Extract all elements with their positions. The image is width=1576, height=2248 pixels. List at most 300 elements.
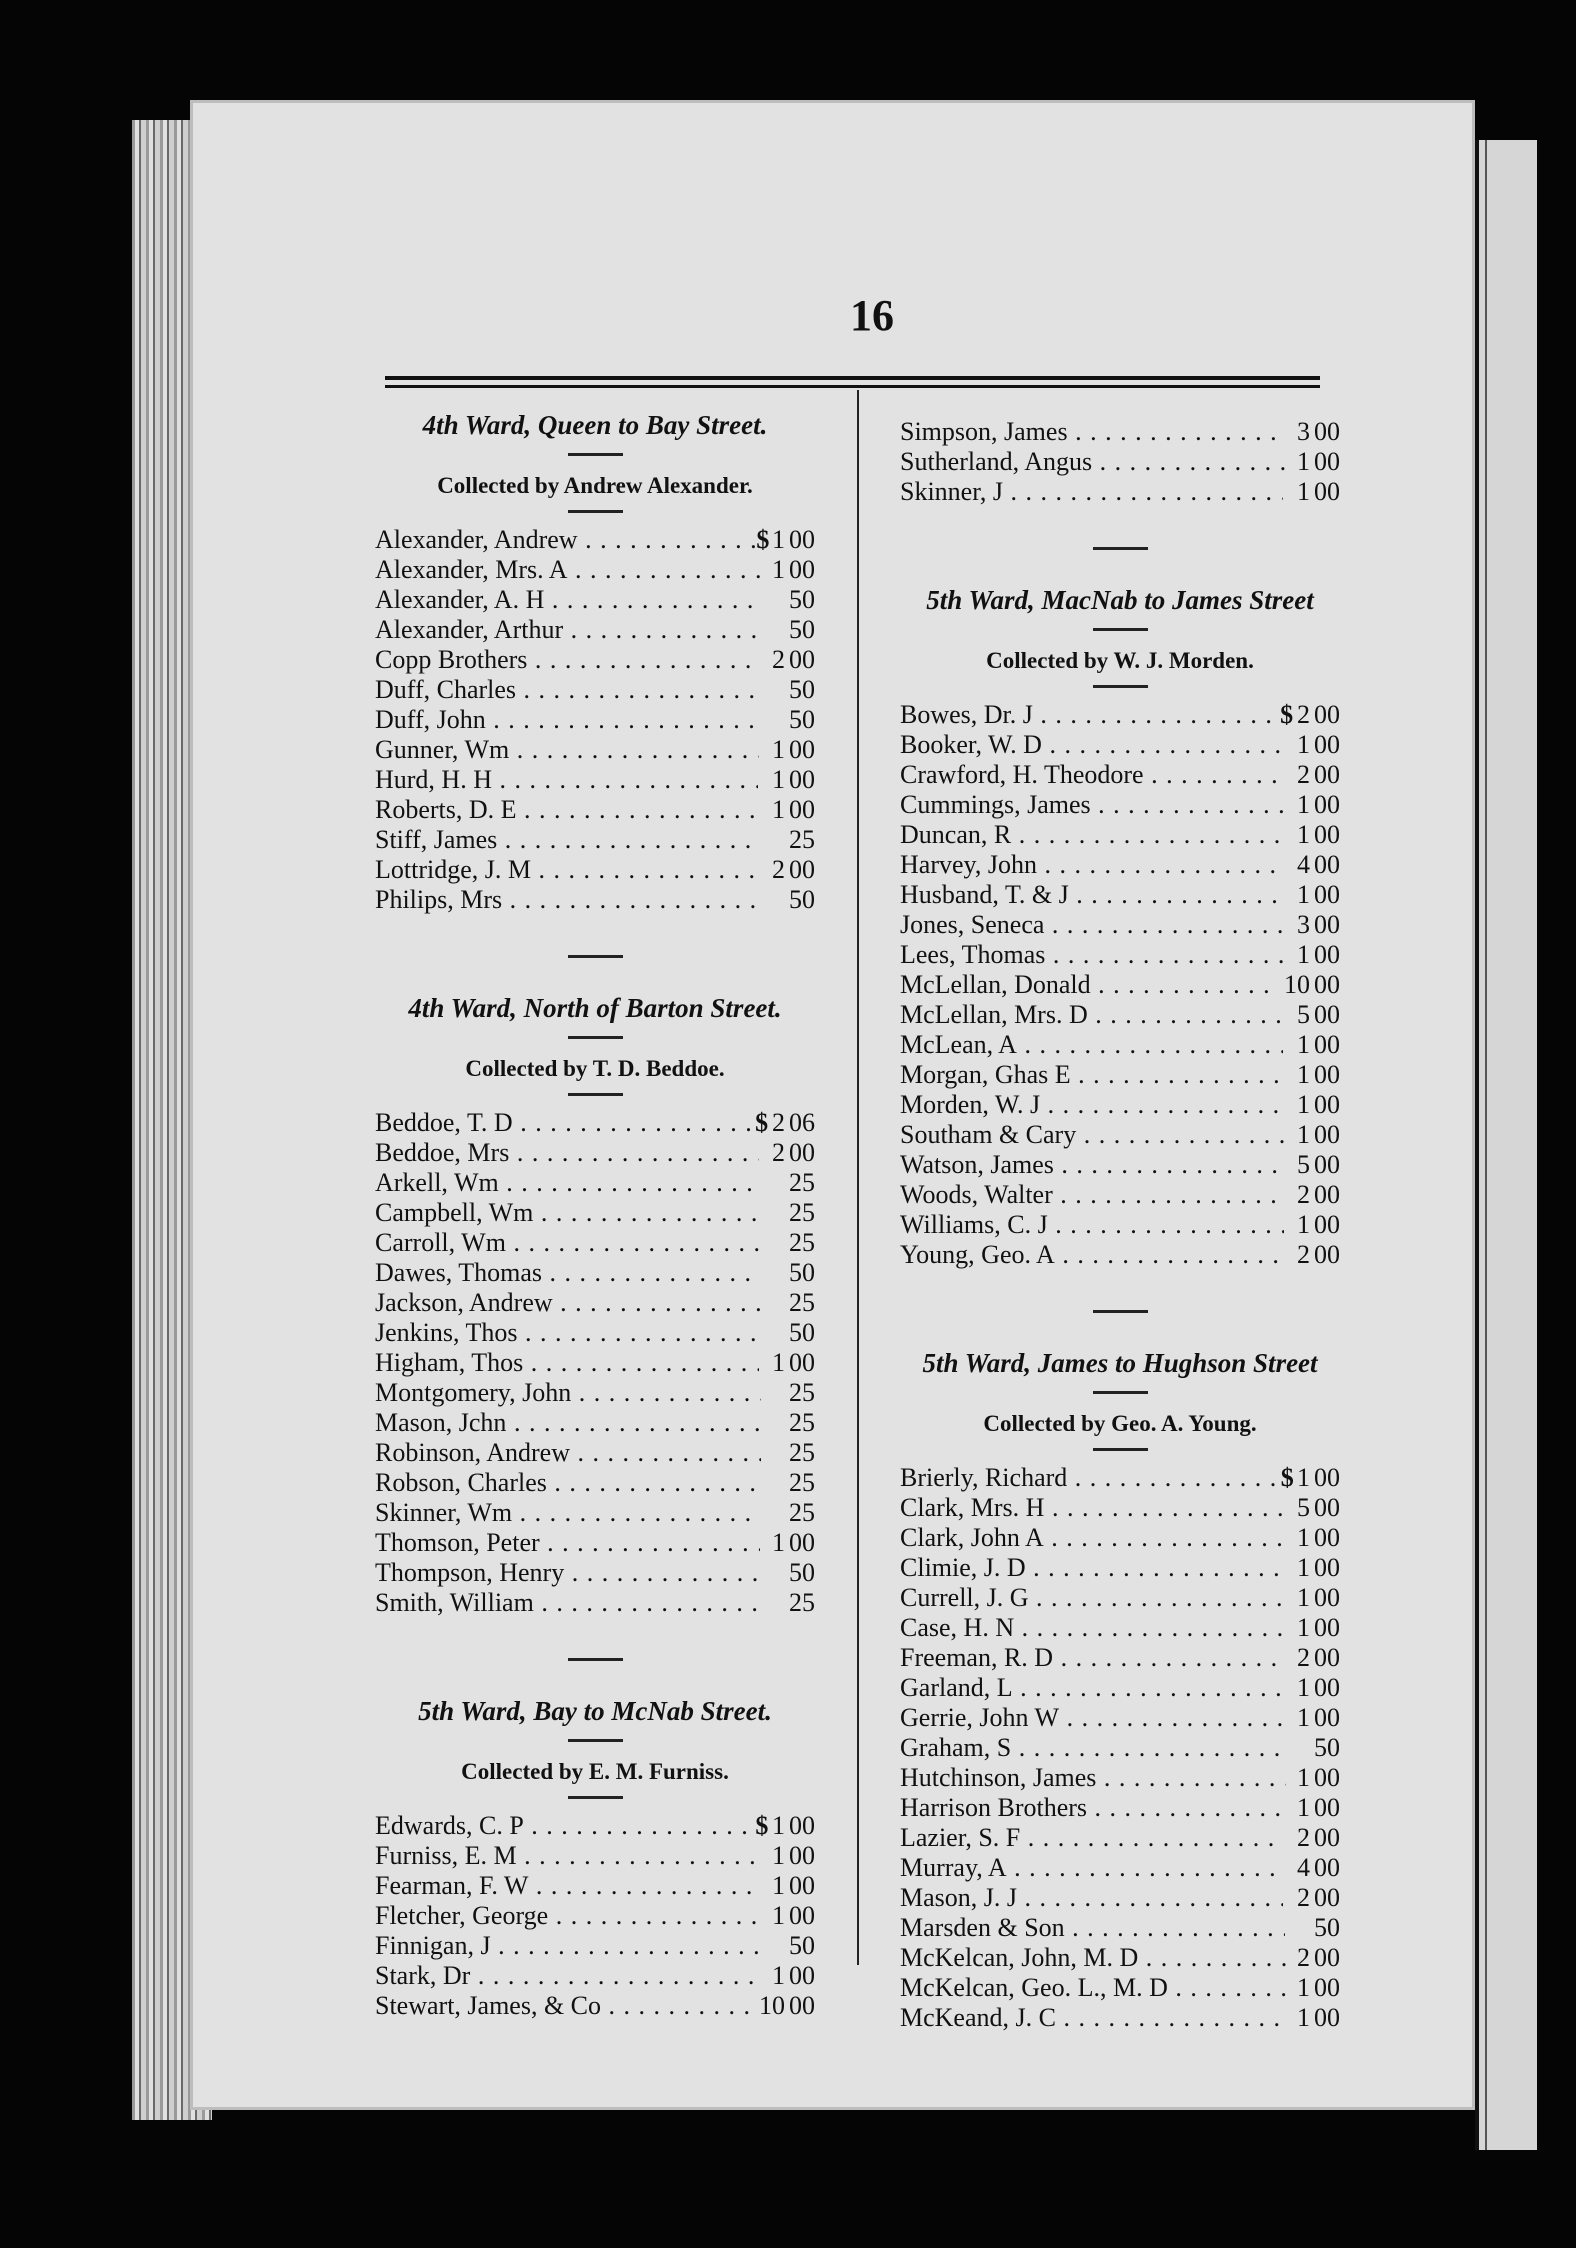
subscriber-name: Morgan, Ghas E . . . [900, 1060, 1285, 1090]
subscriber-row [375, 1931, 815, 1961]
currency-sign: $ [755, 1811, 769, 1840]
collector-line: Collected by W. J. Morden. [986, 648, 1254, 673]
amount-cents: 00 [1314, 730, 1340, 759]
amount-cents: 00 [789, 1871, 815, 1900]
amount-cents: 00 [1314, 880, 1340, 909]
subscriber-name: Higham, Thos . . . [375, 1348, 759, 1378]
subscriber-name: Williams, C. J . . . [900, 1210, 1284, 1240]
amount-cents: 50 [789, 885, 816, 914]
subscriber-row [900, 1733, 1340, 1763]
amount-cents: 00 [1314, 1973, 1340, 2002]
amount-cents: 00 [1314, 447, 1340, 476]
subscriber-name: Alexander, Arthur . . . [375, 615, 761, 645]
subscriber-name: Sutherland, Angus . . . [900, 447, 1286, 477]
amount-dollars: 1 [1297, 1763, 1311, 1792]
title-rule [568, 453, 623, 456]
subscriber-row [900, 1493, 1340, 1523]
amount-cents: 00 [1314, 910, 1341, 939]
subscriber-name: Garland, L . . . [900, 1673, 1283, 1703]
subscriber-name: Alexander, Mrs. A . . . [375, 555, 761, 585]
amount-cents: 00 [1314, 850, 1340, 879]
amount-dollars: 2 [772, 855, 786, 884]
subscriber-name: Gerrie, John W . . . [900, 1703, 1285, 1733]
subscriber-name: Edwards, C. P . . . [375, 1811, 755, 1841]
amount-cents: 00 [789, 1961, 816, 1990]
amount-dollars: 2 [1297, 700, 1310, 729]
amount-dollars: 1 [772, 1811, 785, 1840]
subscriber-name: Brierly, Richard . . . [900, 1463, 1281, 1493]
collector-rule [568, 510, 623, 513]
amount-dollars: 10 [759, 1991, 785, 2020]
amount-dollars: 4 [1297, 850, 1310, 879]
amount-dollars: 1 [772, 765, 785, 794]
subscriber-row [375, 1498, 815, 1528]
amount-cents: 00 [1314, 1463, 1340, 1492]
subscriber-name: Gunner, Wm . . . [375, 735, 759, 765]
amount-cents: 00 [1314, 417, 1340, 446]
subscriber-row [375, 645, 815, 675]
subscriber-name: Arkell, Wm . . . [375, 1168, 759, 1198]
subscriber-row [900, 417, 1340, 447]
amount-dollars: 2 [772, 1108, 785, 1137]
subscriber-row [375, 1528, 815, 1558]
section-separator [568, 955, 623, 958]
subscriber-row [375, 1871, 815, 1901]
amount-cents: 00 [1314, 1703, 1341, 1732]
title-rule [1093, 628, 1148, 631]
amount-dollars: 1 [1297, 1060, 1310, 1089]
subscriber-row [900, 1973, 1340, 2003]
amount-dollars: 1 [1297, 1523, 1310, 1552]
subscriber-row [375, 1108, 815, 1138]
collector-rule [1093, 685, 1148, 688]
facing-page-edge [1475, 140, 1537, 2150]
subscriber-row [900, 850, 1340, 880]
subscriber-row [375, 1811, 815, 1841]
amount-dollars: 1 [1297, 1553, 1311, 1582]
amount-cents: 00 [789, 1138, 816, 1167]
subscriber-row [375, 1198, 815, 1228]
subscriber-list [375, 525, 815, 915]
amount-dollars: 1 [772, 525, 785, 554]
subscriber-name: Furniss, E. M . . . [375, 1841, 759, 1871]
amount-cents: 50 [789, 675, 815, 704]
subscriber-row [900, 1673, 1340, 1703]
subscriber-row [900, 1180, 1340, 1210]
subscriber-row [900, 760, 1340, 790]
amount-cents: 25 [789, 1168, 815, 1197]
amount-cents: 00 [789, 1811, 815, 1840]
subscriber-row [900, 2003, 1340, 2033]
amount-dollars: 2 [1297, 1643, 1310, 1672]
amount-cents: 00 [1314, 477, 1341, 506]
subscriber-name: Lottridge, J. M . . . [375, 855, 760, 885]
amount-cents: 00 [1314, 1823, 1340, 1852]
amount-cents: 00 [789, 765, 815, 794]
subscriber-row [375, 855, 815, 885]
subscriber-name: Clark, Mrs. H . . . [900, 1493, 1284, 1523]
amount-dollars: 1 [1297, 1210, 1310, 1239]
amount-dollars: 5 [1297, 1150, 1310, 1179]
section-separator [1093, 547, 1148, 550]
amount-dollars: 10 [1284, 970, 1310, 999]
amount-cents: 00 [1314, 1000, 1340, 1029]
subscriber-name: Philips, Mrs . . . [375, 885, 759, 915]
subscriber-row [375, 1318, 815, 1348]
amount-cents: 25 [789, 1228, 815, 1257]
subscriber-name: Bowes, Dr. J . . . [900, 700, 1280, 730]
subscriber-row [375, 765, 815, 795]
amount-cents: 00 [1314, 1030, 1340, 1059]
subscriber-name: McKelcan, Geo. L., M. D . . . [900, 1973, 1288, 2003]
amount-dollars: 2 [1297, 1883, 1310, 1912]
collector-line: Collected by E. M. Furniss. [461, 1759, 729, 1784]
subscriber-name: Graham, S . . . [900, 1733, 1283, 1763]
amount-dollars: 1 [1297, 1703, 1311, 1732]
amount-dollars: 2 [1297, 760, 1310, 789]
subscriber-row [900, 447, 1340, 477]
amount-cents: 25 [789, 1378, 815, 1407]
subscriber-row [900, 1463, 1340, 1493]
amount-cents: 00 [1313, 1943, 1340, 1972]
subscriber-name: Young, Geo. A . . . [900, 1240, 1285, 1270]
amount-cents: 50 [1314, 1913, 1340, 1942]
subscriber-row [375, 1841, 815, 1871]
subscriber-row [900, 1240, 1340, 1270]
amount-dollars: 1 [1297, 1463, 1310, 1492]
header-rule [385, 376, 1320, 388]
amount-dollars: 1 [772, 1528, 785, 1557]
subscriber-row [900, 1823, 1340, 1853]
collector-rule [568, 1796, 623, 1799]
title-rule [1093, 1391, 1148, 1394]
subscriber-name: Clark, John A . . . [900, 1523, 1284, 1553]
subscriber-name: Harrison Brothers . . . [900, 1793, 1285, 1823]
subscriber-row [900, 1060, 1340, 1090]
subscriber-name: Hutchinson, James . . . [900, 1763, 1286, 1793]
amount-dollars: 1 [771, 1901, 785, 1930]
subscriber-row [375, 1408, 815, 1438]
subscriber-row [900, 1210, 1340, 1240]
subscriber-list [375, 1108, 815, 1618]
subscriber-row [900, 700, 1340, 730]
subscriber-name: Robinson, Andrew . . . [375, 1438, 761, 1468]
subscriber-row [375, 1438, 815, 1468]
amount-cents: 00 [1314, 1613, 1340, 1642]
title-rule [568, 1739, 623, 1742]
amount-dollars: 1 [1297, 477, 1311, 506]
subscriber-name: Fletcher, George . . . [375, 1901, 760, 1931]
subscriber-name: Skinner, Wm . . . [375, 1498, 759, 1528]
subscriber-name: McKeand, J. C . . . [900, 2003, 1285, 2033]
amount-cents: 00 [1314, 1150, 1340, 1179]
amount-cents: 25 [789, 1438, 815, 1467]
amount-dollars: 1 [772, 1348, 786, 1377]
currency-sign: $ [1280, 1463, 1294, 1492]
subscriber-name: Lazier, S. F . . . [900, 1823, 1283, 1853]
amount-dollars: 3 [1297, 417, 1310, 446]
amount-dollars: 5 [1297, 1493, 1311, 1522]
subscriber-row [375, 885, 815, 915]
amount-cents: 00 [789, 1528, 815, 1557]
amount-cents: 25 [789, 1408, 816, 1437]
section-title: 4th Ward, North of Barton Street. [408, 993, 782, 1023]
subscriber-row [900, 1703, 1340, 1733]
amount-dollars: 1 [1297, 880, 1310, 909]
subscriber-name: Thomson, Peter . . . [375, 1528, 760, 1558]
amount-dollars: 1 [1297, 1613, 1310, 1642]
section-title: 5th Ward, Bay to McNab Street. [418, 1696, 772, 1726]
subscriber-row [900, 1853, 1340, 1883]
amount-cents: 00 [788, 1841, 815, 1870]
page-number: 16 [850, 291, 894, 340]
subscriber-row [900, 970, 1340, 1000]
subscriber-name: Jenkins, Thos . . . [375, 1318, 759, 1348]
subscriber-row [375, 1961, 815, 1991]
amount-cents: 00 [1314, 1793, 1341, 1822]
subscriber-row [900, 880, 1340, 910]
subscriber-row [900, 1913, 1340, 1943]
amount-cents: 25 [789, 1198, 815, 1227]
subscriber-name: Skinner, J . . . [900, 477, 1283, 507]
subscriber-name: Crawford, H. Theodore . . . [900, 760, 1287, 790]
amount-cents: 50 [789, 615, 815, 644]
amount-cents: 00 [789, 795, 815, 824]
subscriber-name: Lees, Thomas . . . [900, 940, 1284, 970]
collector-rule [1093, 1448, 1148, 1451]
amount-dollars: 1 [772, 1961, 786, 1990]
subscriber-row [375, 1258, 815, 1288]
amount-dollars: 3 [1297, 910, 1311, 939]
amount-dollars: 1 [1297, 730, 1310, 759]
amount-cents: 00 [1314, 1553, 1341, 1582]
subscriber-row [375, 585, 815, 615]
column-divider [857, 390, 859, 1965]
amount-dollars: 1 [1297, 1793, 1311, 1822]
amount-cents: 00 [1314, 1493, 1341, 1522]
collector-rule [568, 1093, 623, 1096]
collector-line: Collected by T. D. Beddoe. [465, 1056, 725, 1081]
subscriber-name: Freeman, R. D . . . [900, 1643, 1284, 1673]
subscriber-name: Jones, Seneca . . . [900, 910, 1284, 940]
amount-dollars: 1 [1297, 940, 1310, 969]
subscriber-row [375, 1348, 815, 1378]
amount-dollars: 1 [1297, 1583, 1311, 1612]
subscriber-row [900, 1523, 1340, 1553]
amount-cents: 00 [789, 525, 815, 554]
subscriber-name: Currell, J. G . . . [900, 1583, 1284, 1613]
amount-cents: 00 [1314, 2003, 1341, 2032]
amount-cents: 50 [789, 585, 815, 614]
collector-line: Collected by Geo. A. Young. [983, 1411, 1257, 1436]
subscriber-name: Stewart, James, & Co . . . [375, 1991, 751, 2021]
amount-dollars: 2 [1297, 1180, 1310, 1209]
subscriber-name: Beddoe, T. D . . . [375, 1108, 755, 1138]
subscriber-row [900, 1883, 1340, 1913]
subscriber-row [900, 477, 1340, 507]
subscriber-name: Booker, W. D . . . [900, 730, 1284, 760]
amount-cents: 00 [789, 645, 815, 674]
subscriber-row [375, 615, 815, 645]
subscriber-list [900, 700, 1340, 1270]
amount-dollars: 1 [1296, 790, 1310, 819]
subscriber-row [375, 825, 815, 855]
amount-cents: 00 [1314, 970, 1340, 999]
subscriber-name: Watson, James . . . [900, 1150, 1285, 1180]
subscriber-list [900, 1463, 1340, 2033]
subscriber-name: Smith, William . . . [375, 1588, 760, 1618]
subscriber-row [900, 1613, 1340, 1643]
subscriber-name: Duff, John . . . [375, 705, 758, 735]
amount-dollars: 5 [1297, 1000, 1310, 1029]
amount-cents: 25 [789, 1288, 815, 1317]
amount-dollars: 1 [772, 795, 785, 824]
subscriber-row [375, 705, 815, 735]
subscriber-row [900, 1090, 1340, 1120]
collector-line: Collected by Andrew Alexander. [437, 473, 753, 498]
subscriber-row [900, 1583, 1340, 1613]
subscriber-row [375, 555, 815, 585]
subscriber-row [375, 675, 815, 705]
section-title: 5th Ward, James to Hughson Street [922, 1348, 1318, 1378]
amount-cents: 00 [789, 735, 815, 764]
amount-cents: 00 [1314, 1180, 1340, 1209]
subscriber-name: Hurd, H. H . . . [375, 765, 758, 795]
amount-cents: 00 [1314, 1643, 1340, 1672]
subscriber-name: Case, H. N . . . [900, 1613, 1283, 1643]
subscriber-name: Mason, Jchn . . . [375, 1408, 759, 1438]
amount-cents: 00 [1314, 1853, 1340, 1882]
amount-cents: 25 [789, 1588, 815, 1617]
subscriber-name: Carroll, Wm . . . [375, 1228, 759, 1258]
subscriber-name: Robson, Charles . . . [375, 1468, 760, 1498]
subscriber-row [900, 790, 1340, 820]
amount-dollars: 1 [771, 1841, 785, 1870]
subscriber-row [900, 940, 1340, 970]
currency-sign: $ [755, 1108, 769, 1137]
amount-cents: 06 [789, 1108, 815, 1137]
amount-dollars: 1 [772, 555, 785, 584]
subscriber-row [900, 1943, 1340, 1973]
subscriber-name: Campbell, Wm . . . [375, 1198, 760, 1228]
subscriber-name: Southam & Cary . . . [900, 1120, 1285, 1150]
subscriber-row [375, 1901, 815, 1931]
amount-cents: 00 [1314, 1583, 1341, 1612]
subscriber-row [900, 1643, 1340, 1673]
subscriber-row [375, 1468, 815, 1498]
amount-cents: 25 [789, 825, 815, 854]
subscriber-row [900, 730, 1340, 760]
amount-cents: 00 [1314, 1060, 1340, 1089]
amount-cents: 00 [1314, 700, 1340, 729]
amount-cents: 00 [1314, 760, 1340, 789]
currency-sign: $ [756, 525, 770, 554]
amount-dollars: 1 [772, 735, 785, 764]
subscriber-name: Mason, J. J . . . [900, 1883, 1283, 1913]
amount-dollars: 1 [1297, 2003, 1311, 2032]
amount-dollars: 4 [1297, 1853, 1310, 1882]
amount-dollars: 2 [1297, 1823, 1310, 1852]
amount-cents: 00 [1314, 1090, 1340, 1119]
subscriber-list [900, 417, 1340, 507]
subscriber-name: Roberts, D. E . . . [375, 795, 759, 825]
subscriber-row [375, 1138, 815, 1168]
amount-cents: 00 [1313, 790, 1340, 819]
amount-dollars: 2 [1296, 1240, 1310, 1269]
amount-dollars: 1 [1297, 1673, 1310, 1702]
subscriber-name: Fearman, F. W . . . [375, 1871, 759, 1901]
subscriber-name: Marsden & Son . . . [900, 1913, 1285, 1943]
amount-cents: 50 [1314, 1733, 1340, 1762]
amount-cents: 00 [1314, 1523, 1340, 1552]
subscriber-name: McLellan, Donald . . . [900, 970, 1276, 1000]
subscriber-name: Alexander, Andrew . . . [375, 525, 756, 555]
section-separator [1093, 1310, 1148, 1313]
subscriber-name: McLean, A . . . [900, 1030, 1283, 1060]
subscriber-row [375, 1991, 815, 2021]
subscriber-row [375, 1288, 815, 1318]
section-title: 4th Ward, Queen to Bay Street. [422, 410, 768, 440]
amount-cents: 00 [789, 1991, 815, 2020]
subscriber-name: Harvey, John . . . [900, 850, 1284, 880]
subscriber-name: Alexander, A. H . . . [375, 585, 760, 615]
subscriber-name: McLellan, Mrs. D . . . [900, 1000, 1285, 1030]
subscriber-name: Woods, Walter . . . [900, 1180, 1284, 1210]
subscriber-name: Stiff, James . . . [375, 825, 759, 855]
amount-cents: 00 [789, 555, 815, 584]
amount-dollars: 1 [1297, 1973, 1310, 2002]
left-column [375, 405, 815, 2021]
right-column [900, 405, 1340, 2033]
amount-cents: 00 [1314, 1763, 1341, 1792]
subscriber-row [900, 1030, 1340, 1060]
subscriber-name: Murray, A . . . [900, 1853, 1283, 1883]
subscriber-row [375, 735, 815, 765]
subscriber-name: Climie, J. D . . . [900, 1553, 1284, 1583]
subscriber-row [375, 1168, 815, 1198]
amount-cents: 00 [1313, 1240, 1340, 1269]
subscriber-name: Stark, Dr . . . [375, 1961, 758, 1991]
subscriber-row [375, 795, 815, 825]
amount-cents: 00 [788, 1901, 815, 1930]
subscriber-name: Duff, Charles . . . [375, 675, 759, 705]
amount-cents: 50 [789, 1558, 815, 1587]
section-title: 5th Ward, MacNab to James Street [926, 585, 1314, 615]
section-separator [568, 1658, 623, 1661]
subscriber-row [900, 1120, 1340, 1150]
subscriber-name: Cummings, James . . . [900, 790, 1286, 820]
amount-cents: 25 [789, 1498, 815, 1527]
subscriber-row [900, 910, 1340, 940]
amount-cents: 00 [1314, 820, 1340, 849]
subscriber-name: Morden, W. J . . . [900, 1090, 1284, 1120]
amount-cents: 50 [789, 1931, 815, 1960]
amount-dollars: 1 [1297, 1120, 1310, 1149]
subscriber-name: Husband, T. & J . . . [900, 880, 1285, 910]
amount-cents: 50 [789, 1318, 815, 1347]
amount-cents: 25 [789, 1468, 815, 1497]
subscriber-row [375, 1558, 815, 1588]
subscriber-name: Beddoe, Mrs . . . [375, 1138, 759, 1168]
subscriber-name: Copp Brothers . . . [375, 645, 759, 675]
amount-cents: 00 [1314, 1210, 1340, 1239]
subscriber-name: Montgomery, John . . . [375, 1378, 761, 1408]
subscriber-row [375, 525, 815, 555]
amount-dollars: 1 [772, 1871, 785, 1900]
amount-cents: 00 [1314, 1883, 1340, 1912]
amount-dollars: 2 [772, 645, 785, 674]
amount-dollars: 1 [1297, 447, 1310, 476]
